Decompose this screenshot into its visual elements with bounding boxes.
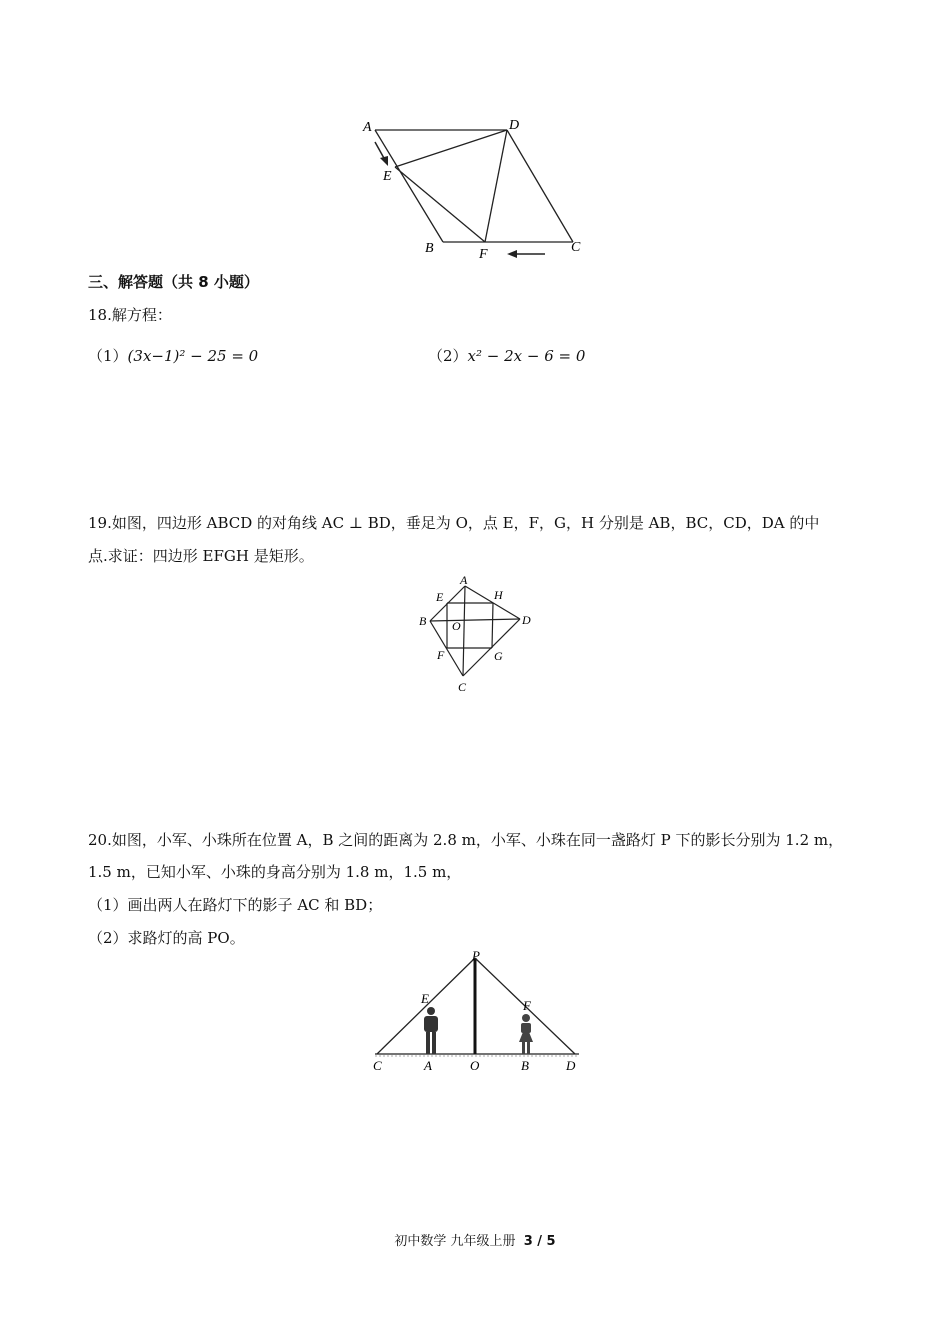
label-A: A: [363, 120, 372, 135]
label-F: F: [523, 998, 531, 1013]
q20-sub2: （2）求路灯的高 PO。: [88, 929, 245, 947]
label-F: F: [479, 247, 488, 262]
label-D: D: [509, 118, 520, 133]
q19-line1: 19.如图，四边形 ABCD 的对角线 AC ⊥ BD，垂足为 O，点 E，F，G，H 分别是 AB，BC，CD，DA 的中: [88, 514, 820, 532]
page-footer: [0, 1230, 950, 1249]
label-A: A: [424, 1058, 432, 1073]
label-B: B: [419, 614, 427, 628]
label-O: O: [470, 1058, 480, 1073]
section-heading: 三、解答题（共 8 小题）: [88, 273, 259, 291]
person-icon: [424, 1007, 438, 1054]
q18-part2-label: （2）: [428, 347, 468, 365]
label-E: E: [383, 169, 392, 184]
q19-line2: 点.求证：四边形 EFGH 是矩形。: [88, 547, 314, 565]
label-P: P: [472, 948, 480, 963]
label-B: B: [425, 241, 434, 256]
label-D: D: [522, 613, 531, 627]
label-O: O: [452, 619, 461, 633]
figure-streetlight: [365, 948, 590, 1078]
figure-quadrilateral: [410, 573, 540, 698]
q18-part1: [88, 346, 258, 366]
label-B: B: [521, 1058, 529, 1073]
q18-part2: [428, 346, 585, 366]
label-C: C: [373, 1058, 382, 1073]
page-number: 3 / 5: [523, 1234, 556, 1249]
label-G: G: [494, 649, 503, 663]
label-D: D: [566, 1058, 576, 1073]
figure-parallelogram: [355, 112, 595, 262]
q18-part1-equation: (3x−1)² − 25 = 0: [127, 347, 259, 365]
person-icon: [519, 1014, 533, 1054]
label-E: E: [421, 991, 429, 1006]
q20-line2: 1.5 m，已知小军、小珠的身高分别为 1.8 m，1.5 m，: [88, 863, 462, 881]
label-E: E: [436, 590, 444, 604]
label-C: C: [571, 240, 581, 255]
label-F: F: [437, 648, 445, 662]
label-A: A: [460, 573, 468, 587]
label-H: H: [494, 588, 503, 602]
q20-line1: 20.如图，小军、小珠所在位置 A，B 之间的距离为 2.8 m，小军、小珠在同一盏路灯 P 下的影长分别为 1.2 m，: [88, 831, 844, 849]
q18-part2-equation: x² − 2x − 6 = 0: [467, 347, 586, 365]
q18-title: 18.解方程：: [88, 306, 172, 324]
label-C: C: [458, 680, 467, 694]
footer-text: 初中数学 九年级上册: [394, 1234, 516, 1249]
q18-part1-label: （1）: [88, 347, 128, 365]
q20-sub1: （1）画出两人在路灯下的影子 AC 和 BD；: [88, 896, 383, 914]
